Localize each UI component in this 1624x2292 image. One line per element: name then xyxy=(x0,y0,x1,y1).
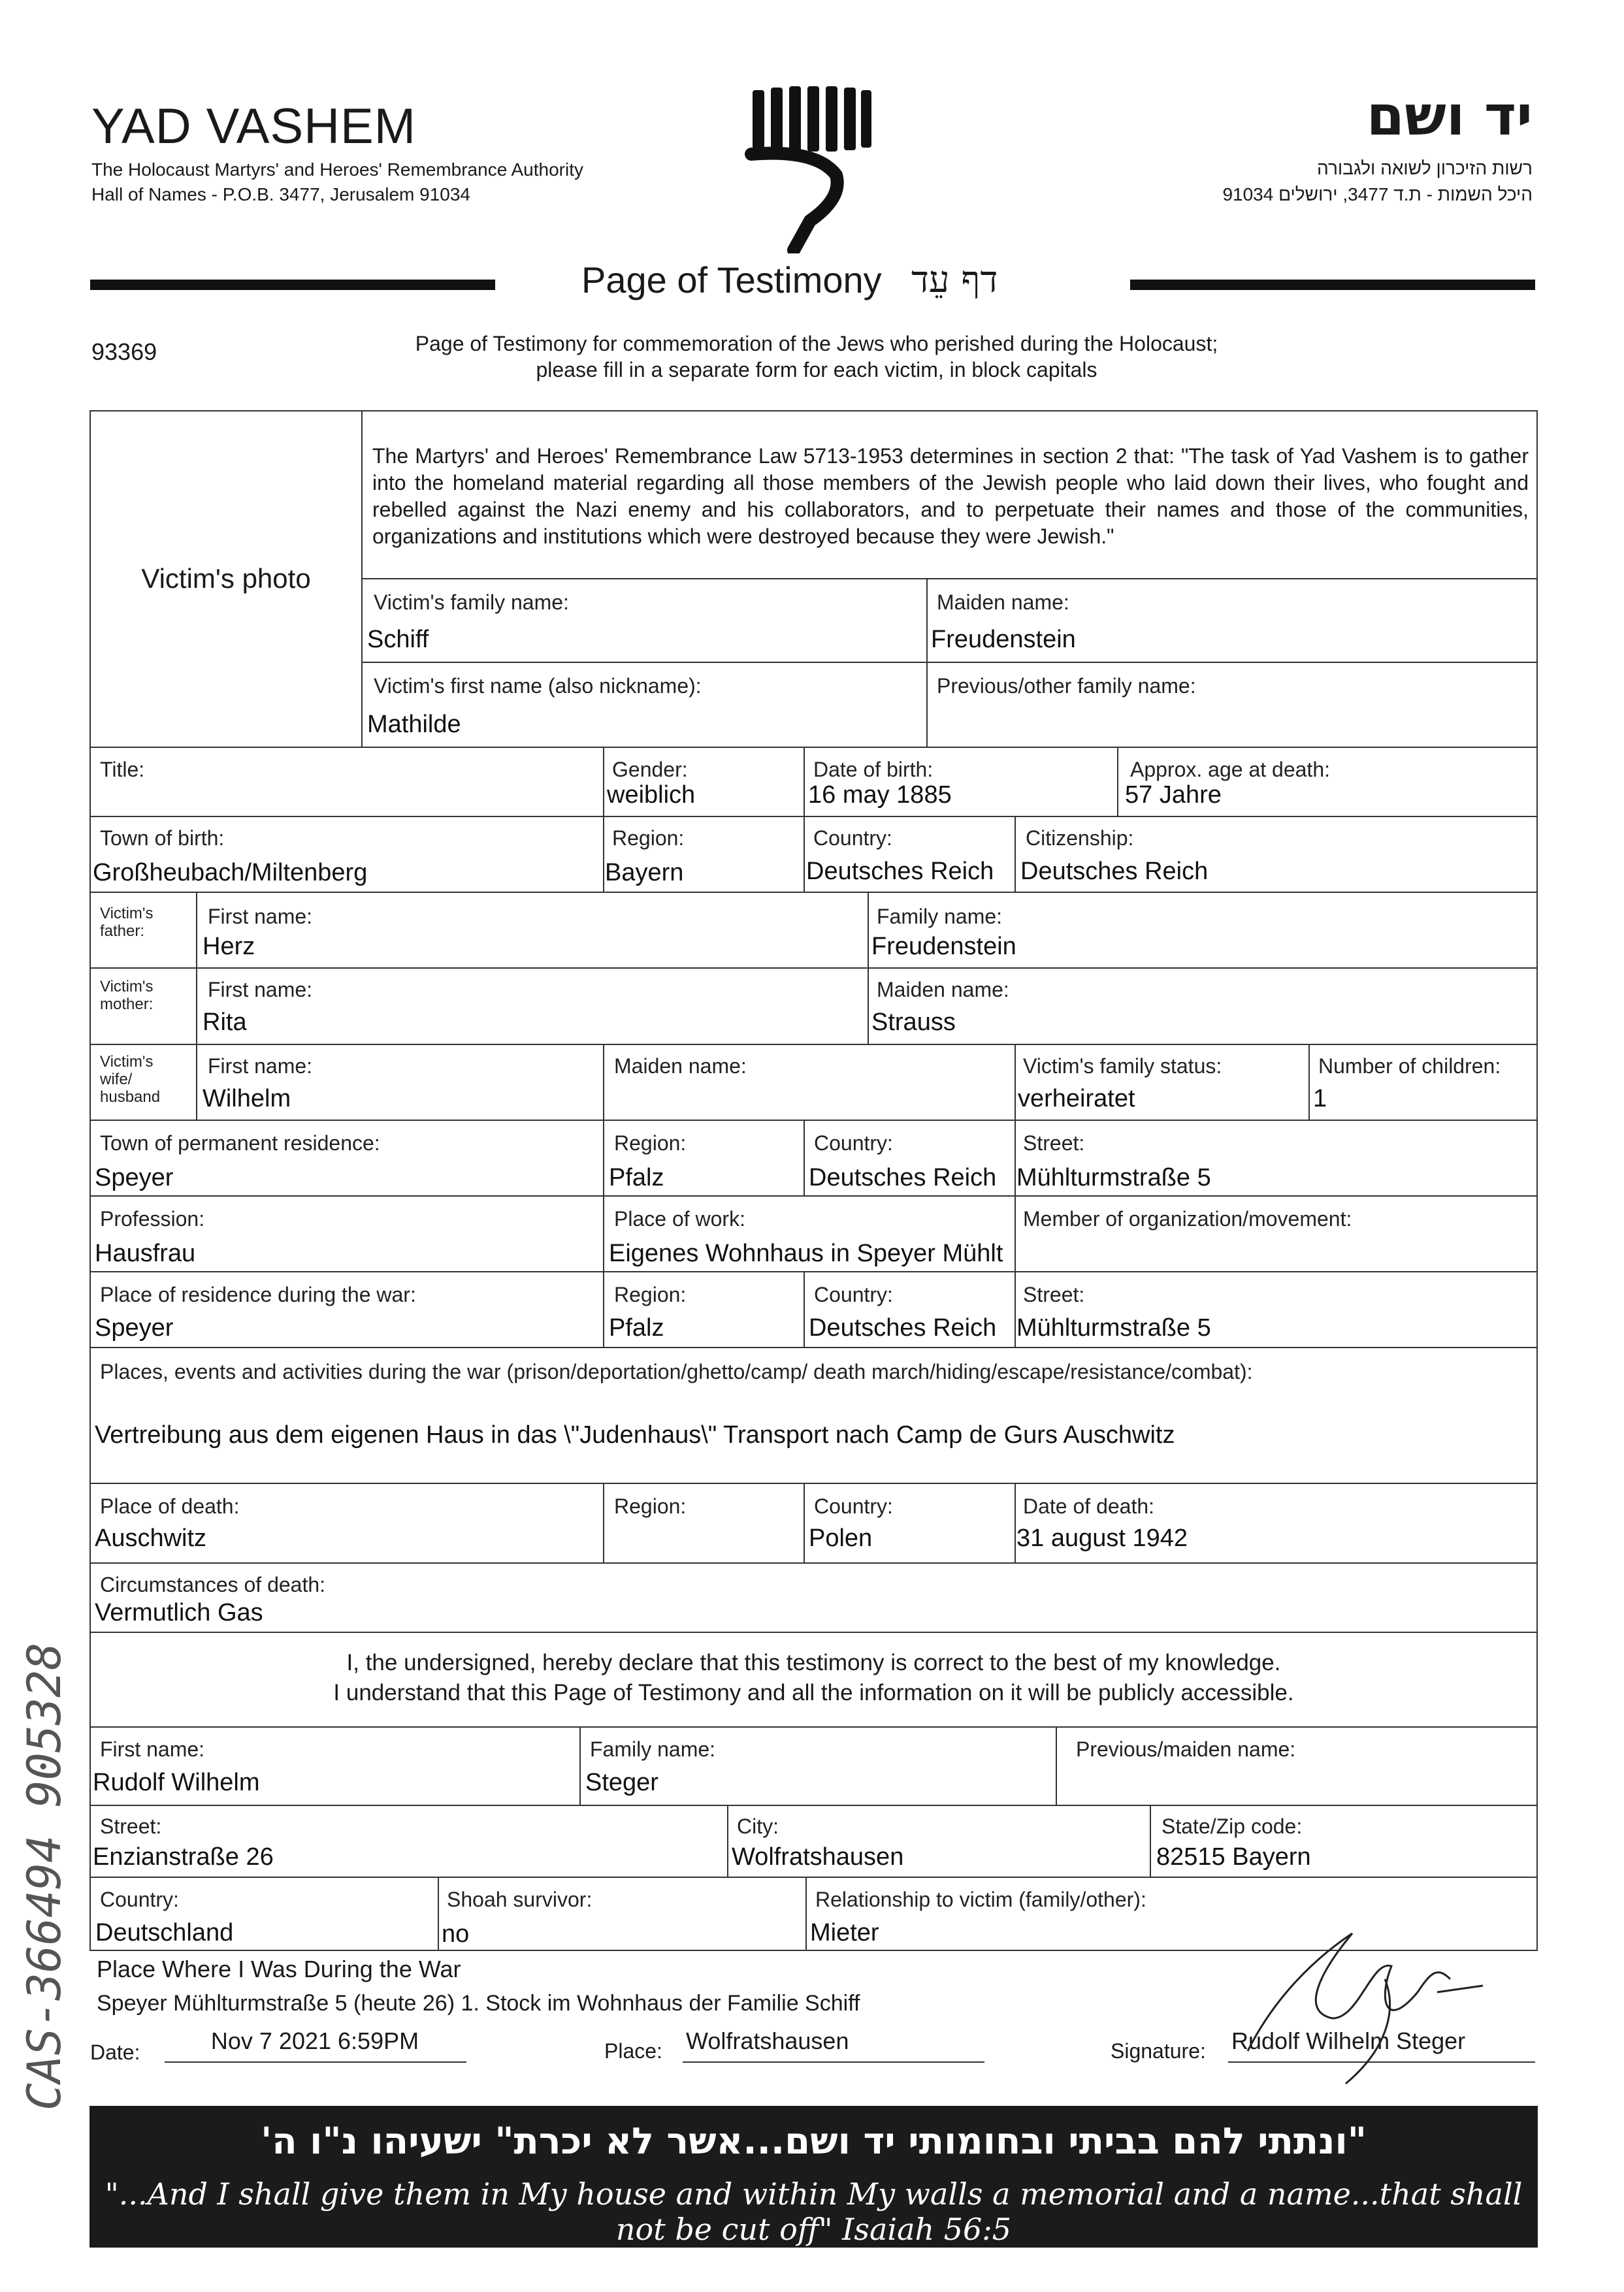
circumstances-label: Circumstances of death: xyxy=(100,1573,326,1596)
mother-maiden-name-label: Maiden name: xyxy=(877,978,1009,1001)
residence-country-label: Country: xyxy=(814,1131,893,1155)
submitter-street-label: Street: xyxy=(100,1815,162,1838)
family-status-label: Victim's family status: xyxy=(1023,1054,1222,1078)
birth-region-field[interactable]: Bayern xyxy=(605,859,684,886)
declaration-line-2: I understand that this Page of Testimony and all the information on it will be publicly accessible. xyxy=(333,1680,1294,1705)
org-address: Hall of Names - P.O.B. 3477, Jerusalem 91034 xyxy=(91,184,471,204)
place-during-war-label: Place Where I Was During the War xyxy=(97,1956,461,1982)
yad-vashem-logo xyxy=(745,84,875,253)
submitter-first-name-label: First name: xyxy=(100,1737,205,1761)
date-field[interactable]: Nov 7 2021 6:59PM xyxy=(210,2027,419,2054)
submitter-state-zip-label: State/Zip code: xyxy=(1161,1815,1303,1838)
war-street-label: Street: xyxy=(1023,1283,1085,1306)
relationship-field[interactable]: Mieter xyxy=(810,1919,879,1946)
residence-town-label: Town of permanent residence: xyxy=(100,1131,380,1155)
submitter-city-label: City: xyxy=(737,1815,779,1838)
declaration-line-1: I, the undersigned, hereby declare that this testimony is correct to the best of my knowledge. xyxy=(346,1650,1281,1675)
date-of-death-label: Date of death: xyxy=(1023,1494,1155,1518)
place-of-death-label: Place of death: xyxy=(100,1494,240,1518)
form-title: Page of Testimony xyxy=(581,259,882,300)
family-name-field[interactable]: Schiff xyxy=(367,626,429,653)
spouse-label: Victim's wife/ husband xyxy=(100,1053,161,1106)
war-residence-label: Place of residence during the war: xyxy=(100,1283,416,1306)
gender-label: Gender: xyxy=(612,758,688,781)
death-region-label: Region: xyxy=(614,1494,687,1518)
place-of-work-field[interactable]: Eigenes Wohnhaus in Speyer Mühlt xyxy=(609,1240,1003,1267)
profession-label: Profession: xyxy=(100,1207,205,1231)
member-organization-label: Member of organization/movement: xyxy=(1023,1207,1352,1231)
submitter-first-name-field[interactable]: Rudolf Wilhelm xyxy=(93,1769,260,1796)
mother-label: Victim's mother: xyxy=(100,978,154,1013)
date-of-death-field[interactable]: 31 august 1942 xyxy=(1016,1525,1188,1552)
father-family-name-label: Family name: xyxy=(877,905,1003,928)
age-at-death-label: Approx. age at death: xyxy=(1130,758,1330,781)
mother-maiden-name-field[interactable]: Strauss xyxy=(871,1009,956,1036)
father-first-name-field[interactable]: Herz xyxy=(203,933,255,960)
shoah-survivor-label: Shoah survivor: xyxy=(447,1888,593,1911)
town-of-birth-label: Town of birth: xyxy=(100,826,225,850)
war-residence-field[interactable]: Speyer xyxy=(95,1314,174,1342)
war-street-field[interactable]: Mühlturmstraße 5 xyxy=(1016,1314,1211,1342)
org-name: YAD VASHEM xyxy=(91,99,417,154)
circumstances-field[interactable]: Vermutlich Gas xyxy=(95,1599,263,1626)
org-address-hebrew: היכל השמות - ת.ד 3477, ירושלים 91034 xyxy=(1222,184,1533,204)
header-rule-right xyxy=(1130,280,1535,290)
date-of-birth-field[interactable]: 16 may 1885 xyxy=(808,781,952,809)
birth-region-label: Region: xyxy=(612,826,685,850)
spouse-maiden-name-label: Maiden name: xyxy=(614,1054,747,1078)
father-family-name-field[interactable]: Freudenstein xyxy=(871,933,1016,960)
previous-family-name-label: Previous/other family name: xyxy=(937,674,1196,698)
residence-town-field[interactable]: Speyer xyxy=(95,1164,174,1191)
father-first-name-label: First name: xyxy=(208,905,313,928)
maiden-name-label: Maiden name: xyxy=(937,590,1069,614)
residence-street-label: Street: xyxy=(1023,1131,1085,1155)
age-at-death-field[interactable]: 57 Jahre xyxy=(1125,781,1222,809)
intro-line-2: please fill in a separate form for each victim, in block capitals xyxy=(536,358,1097,381)
residence-region-label: Region: xyxy=(614,1131,687,1155)
shoah-survivor-field[interactable]: no xyxy=(442,1920,470,1948)
number-of-children-field[interactable]: 1 xyxy=(1313,1085,1327,1112)
residence-street-field[interactable]: Mühlturmstraße 5 xyxy=(1016,1164,1211,1191)
handwritten-signature xyxy=(1222,1920,1496,2090)
citizenship-label: Citizenship: xyxy=(1026,826,1134,850)
law-text: The Martyrs' and Heroes' Remembrance Law 5713-1953 determines in section 2 that: "The task of Yad Vashem is to gather into the homeland material regarding all those members of the Jewish people who laid down their lives, who fought and rebelled against the Nazi enemy and his collaborators, and to perpetuate their names and those of the communities, organizations and institutions which were destroyed because they were Jewish." xyxy=(372,444,1529,548)
war-region-label: Region: xyxy=(614,1283,687,1306)
war-region-field[interactable]: Pfalz xyxy=(609,1314,664,1342)
relationship-label: Relationship to victim (family/other): xyxy=(815,1888,1146,1911)
submitter-city-field[interactable]: Wolfratshausen xyxy=(732,1843,904,1871)
place-of-work-label: Place of work: xyxy=(614,1207,745,1231)
signature-label: Signature: xyxy=(1111,2039,1206,2063)
form-title-hebrew: דף עֵד xyxy=(911,259,998,301)
father-label: Victim's father: xyxy=(100,905,154,940)
place-label: Place: xyxy=(604,2039,662,2063)
war-country-label: Country: xyxy=(814,1283,893,1306)
submitter-street-field[interactable]: Enzianstraße 26 xyxy=(93,1843,274,1871)
place-during-war-text: Speyer Mühlturmstraße 5 (heute 26) 1. Stock im Wohnhaus der Familie Schiff xyxy=(97,1991,860,2016)
mother-first-name-field[interactable]: Rita xyxy=(203,1009,247,1036)
spouse-first-name-field[interactable]: Wilhelm xyxy=(203,1085,291,1112)
residence-region-field[interactable]: Pfalz xyxy=(609,1164,664,1191)
death-country-field[interactable]: Polen xyxy=(809,1525,873,1552)
places-events-field[interactable]: Vertreibung aus dem eigenen Haus in das \"Judenhaus\" Transport nach Camp de Gurs Auschwitz xyxy=(95,1421,1175,1449)
spouse-first-name-label: First name: xyxy=(208,1054,313,1078)
submitter-family-name-label: Family name: xyxy=(590,1737,716,1761)
submitter-country-field[interactable]: Deutschland xyxy=(95,1919,234,1946)
place-field[interactable]: Wolfratshausen xyxy=(686,2027,849,2054)
town-of-birth-field[interactable]: Großheubach/Miltenberg xyxy=(93,859,368,886)
place-of-death-field[interactable]: Auschwitz xyxy=(95,1525,207,1552)
footer-quote-hebrew: "ונתתי להם בביתי ובחומותי יד ושם...אשר לא יכרת" ישעיהו נ"ו ה' xyxy=(261,2120,1367,2163)
profession-field[interactable]: Hausfrau xyxy=(95,1240,196,1267)
submitter-state-zip-field[interactable]: 82515 Bayern xyxy=(1156,1843,1311,1871)
org-name-hebrew: יד ושם xyxy=(1366,84,1533,148)
side-reference-number: CAS-366494 905328 xyxy=(18,1642,71,2110)
footer-quote-english: "...And I shall give them in My house and within My walls a memorial and a name...that shall not be cut off" Isaiah 56:5 xyxy=(105,2176,1523,2247)
birth-country-field[interactable]: Deutsches Reich xyxy=(806,858,994,885)
gender-field[interactable]: weiblich xyxy=(607,781,696,809)
places-events-label: Places, events and activities during the war (prison/deportation/ghetto/camp/ death march/hiding/escape/resistance/combat): xyxy=(100,1360,1253,1383)
org-subtitle: The Holocaust Martyrs' and Heroes' Remembrance Authority xyxy=(91,159,584,180)
family-name-label: Victim's family name: xyxy=(374,590,569,614)
signature-field[interactable]: Rudolf Wilhelm Steger xyxy=(1231,2027,1466,2054)
submitter-country-label: Country: xyxy=(100,1888,179,1911)
submitter-previous-name-label: Previous/maiden name: xyxy=(1076,1737,1296,1761)
first-name-field[interactable]: Mathilde xyxy=(367,711,461,738)
title-label: Title: xyxy=(100,758,145,781)
date-label: Date: xyxy=(90,2041,140,2064)
victim-photo-placeholder[interactable]: Victim's photo xyxy=(141,563,311,594)
citizenship-field[interactable]: Deutsches Reich xyxy=(1020,858,1209,885)
date-of-birth-label: Date of birth: xyxy=(813,758,934,781)
war-country-field[interactable]: Deutsches Reich xyxy=(809,1314,997,1342)
form-number: 93369 xyxy=(91,338,157,365)
first-name-label: Victim's first name (also nickname): xyxy=(374,674,702,698)
death-country-label: Country: xyxy=(814,1494,893,1518)
number-of-children-label: Number of children: xyxy=(1318,1054,1501,1078)
submitter-family-name-field[interactable]: Steger xyxy=(585,1769,658,1796)
residence-country-field[interactable]: Deutsches Reich xyxy=(809,1164,997,1191)
intro-line-1: Page of Testimony for commemoration of the Jews who perished during the Holocaust; xyxy=(415,332,1218,355)
org-subtitle-hebrew: רשות הזיכרון לשואה ולגבורה xyxy=(1317,158,1533,178)
family-status-field[interactable]: verheiratet xyxy=(1018,1085,1135,1112)
maiden-name-field[interactable]: Freudenstein xyxy=(931,626,1076,653)
mother-first-name-label: First name: xyxy=(208,978,313,1001)
birth-country-label: Country: xyxy=(813,826,892,850)
header-rule-left xyxy=(90,280,495,290)
